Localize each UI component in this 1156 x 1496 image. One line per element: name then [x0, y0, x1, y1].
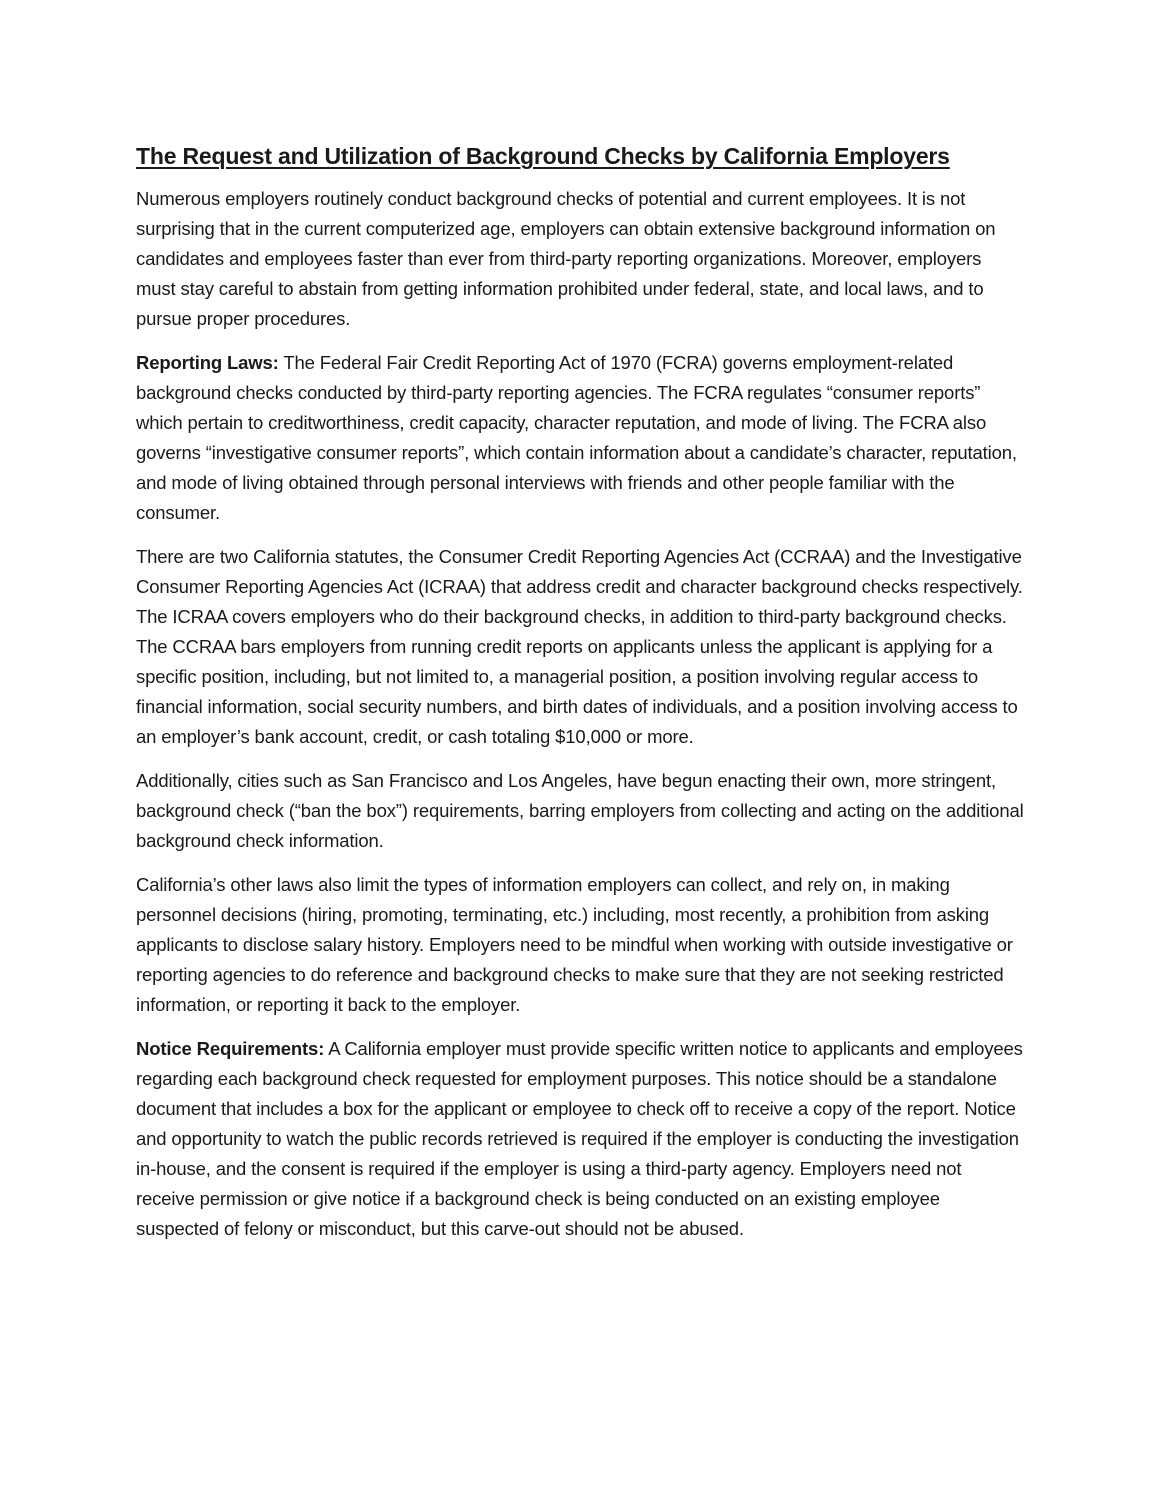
paragraph-california-statutes — [136, 542, 1024, 752]
paragraph-text: There are two California statutes, the Consumer Credit Reporting Agencies Act (CCRAA) and the Investigative Consumer Reporting Agencies Act (ICRAA) that address credit and character background checks respectively. The ICRAA covers employers who do their background checks, in addition to third-party background checks. The CCRAA bars employers from running credit reports on applicants unless the applicant is applying for a specific position, including, but not limited to, a managerial position, a position involving regular access to financial information, social security numbers, and birth dates of individuals, and a position involving access to an employer’s bank account, credit, or cash totaling $10,000 or more. — [136, 546, 1023, 747]
paragraph-heading: Reporting Laws: — [136, 352, 279, 373]
paragraph-text: California’s other laws also limit the types of information employers can collect, and rely on, in making personnel decisions (hiring, promoting, terminating, etc.) including, most recently, a prohibition from asking applicants to disclose salary history. Employers need to be mindful when working with outside investigative or reporting agencies to do reference and background checks to make sure that they are not seeking restricted information, or reporting it back to the employer. — [136, 874, 1013, 1015]
paragraph-other-laws — [136, 870, 1024, 1020]
paragraph-intro — [136, 184, 1024, 334]
paragraph-city-requirements — [136, 766, 1024, 856]
paragraph-text: A California employer must provide specific written notice to applicants and employees regarding each background check requested for employment purposes. This notice should be a standalone document that includes a box for the applicant or employee to check off to receive a copy of the report. Notice and opportunity to watch the public records retrieved is required if the employer is conducting the investigation in-house, and the consent is required if the employer is using a third-party agency. Employers need not receive permission or give notice if a background check is being conducted on an existing employee suspected of felony or misconduct, but this carve-out should not be abused. — [136, 1038, 1023, 1239]
paragraph-text: Numerous employers routinely conduct background checks of potential and current employees. It is not surprising that in the current computerized age, employers can obtain extensive background information on candidates and employees faster than ever from third-party reporting organizations. Moreover, employers must stay careful to abstain from getting information prohibited under federal, state, and local laws, and to pursue proper procedures. — [136, 188, 996, 329]
paragraph-reporting-laws — [136, 348, 1024, 528]
paragraph-text: Additionally, cities such as San Francisco and Los Angeles, have begun enacting their own, more stringent, background check (“ban the box”) requirements, barring employers from collecting and acting on the additional background check information. — [136, 770, 1024, 851]
paragraph-notice-requirements — [136, 1034, 1024, 1244]
document-body — [136, 140, 1024, 1258]
paragraph-text: The Federal Fair Credit Reporting Act of 1970 (FCRA) governs employment-related background checks conducted by third-party reporting agencies. The FCRA regulates “consumer reports” which pertain to creditworthiness, credit capacity, character reputation, and mode of living. The FCRA also governs “investigative consumer reports”, which contain information about a candidate’s character, reputation, and mode of living obtained through personal interviews with friends and other people familiar with the consumer. — [136, 352, 1017, 523]
document-title: The Request and Utilization of Background Checks by California Employers — [136, 143, 950, 169]
paragraph-heading: Notice Requirements: — [136, 1038, 325, 1059]
